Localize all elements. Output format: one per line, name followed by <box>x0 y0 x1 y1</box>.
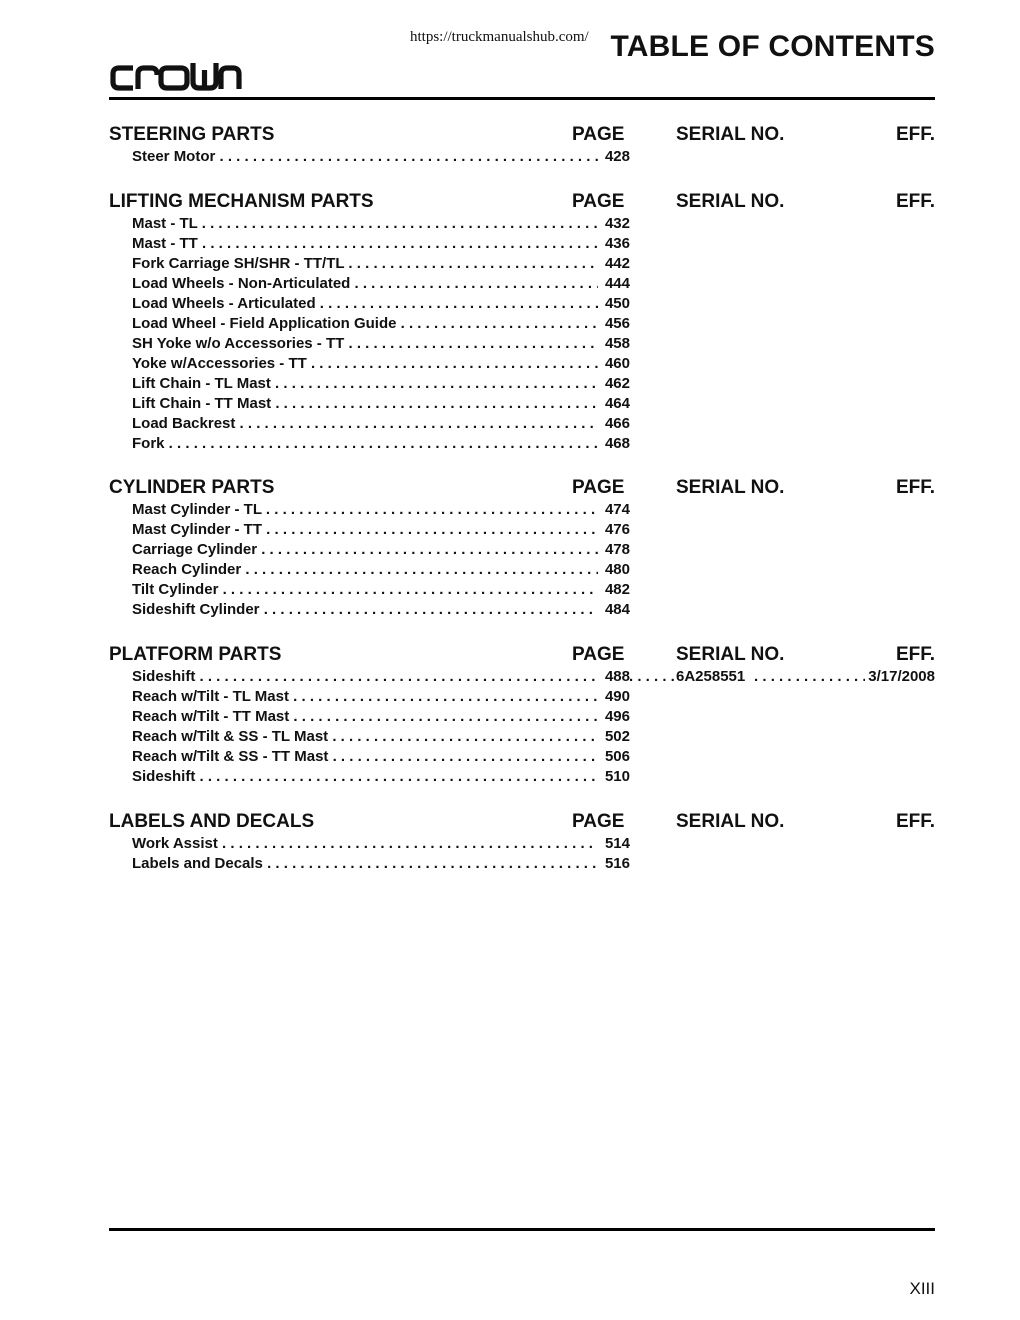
section-title: LIFTING MECHANISM PARTS <box>109 191 374 212</box>
entry-page: 450 <box>598 295 630 312</box>
section-steering-parts <box>109 124 935 168</box>
crown-logo <box>109 60 243 92</box>
entry-label: Load Wheels - Non-Articulated . . . <box>132 275 629 292</box>
section-platform-parts <box>109 644 935 788</box>
entry-label: Yoke w/Accessories - TT . . . <box>132 355 629 372</box>
entry-page: 436 <box>598 235 630 252</box>
section-header <box>109 644 935 668</box>
serial-column-label: SERIAL NO. <box>676 191 785 212</box>
section-cylinder-parts <box>109 477 935 621</box>
entry-serial: 6A258551 <box>676 668 749 685</box>
serial-column-label: SERIAL NO. <box>676 124 785 145</box>
toc-entry[interactable] <box>109 708 935 728</box>
entry-page: 484 <box>598 601 630 618</box>
entry-page: 490 <box>598 688 630 705</box>
entry-label: Steer Motor . . . <box>132 148 629 165</box>
entry-page: 444 <box>598 275 630 292</box>
entry-label: Reach w/Tilt & SS - TT Mast . . . <box>132 748 629 765</box>
entry-page: 428 <box>598 148 630 165</box>
toc-entry[interactable] <box>109 668 935 688</box>
toc-entry[interactable] <box>109 215 935 235</box>
toc-entry[interactable] <box>109 255 935 275</box>
toc-entry[interactable] <box>109 395 935 415</box>
entry-label: Sideshift . . . <box>132 768 629 785</box>
toc-entry[interactable] <box>109 521 935 541</box>
page-column-label: PAGE <box>572 644 625 665</box>
page-column-label: PAGE <box>572 811 625 832</box>
section-lifting-mechanism-parts <box>109 191 935 455</box>
page-column-label: PAGE <box>572 124 625 145</box>
section-header <box>109 124 935 148</box>
toc-entry[interactable] <box>109 601 935 621</box>
entry-label: Lift Chain - TT Mast . . . <box>132 395 629 412</box>
entry-page: 466 <box>598 415 630 432</box>
entry-page: 458 <box>598 335 630 352</box>
entry-page: 478 <box>598 541 630 558</box>
page-column-label: PAGE <box>572 477 625 498</box>
entry-label: Load Wheel - Field Application Guide . . . <box>132 315 629 332</box>
entry-eff-date: 3/17/2008 <box>865 668 935 685</box>
footer-rule <box>109 1228 935 1231</box>
entry-page: 514 <box>598 835 630 852</box>
entry-label: Load Wheels - Articulated . . . <box>132 295 629 312</box>
section-title: CYLINDER PARTS <box>109 477 275 498</box>
toc-entry[interactable] <box>109 335 935 355</box>
entry-page: 506 <box>598 748 630 765</box>
toc-entry[interactable] <box>109 835 935 855</box>
toc-entry[interactable] <box>109 581 935 601</box>
eff-column-label: EFF. <box>895 811 935 832</box>
toc-entry[interactable] <box>109 295 935 315</box>
entry-serial-eff <box>629 668 935 688</box>
entry-label: Work Assist . . . <box>132 835 629 852</box>
toc-entry[interactable] <box>109 688 935 708</box>
entry-label: Reach w/Tilt - TL Mast . . . <box>132 688 629 705</box>
toc-entry[interactable] <box>109 375 935 395</box>
entry-label: Mast - TT . . . <box>132 235 629 252</box>
section-header <box>109 477 935 501</box>
section-header <box>109 811 935 835</box>
entry-page: 488 <box>598 668 630 685</box>
toc-entry[interactable] <box>109 748 935 768</box>
toc-entry[interactable] <box>109 728 935 748</box>
toc-entry[interactable] <box>109 148 935 168</box>
entry-label: Mast - TL . . . <box>132 215 629 232</box>
section-labels-and-decals <box>109 811 935 875</box>
section-title: LABELS AND DECALS <box>109 811 315 832</box>
entry-label: Fork Carriage SH/SHR - TT/TL . . . <box>132 255 629 272</box>
entry-page: 510 <box>598 768 630 785</box>
entry-label: Tilt Cylinder . . . <box>132 581 629 598</box>
entry-page: 474 <box>598 501 630 518</box>
entry-page: 468 <box>598 435 630 452</box>
toc-entry[interactable] <box>109 501 935 521</box>
toc-entry[interactable] <box>109 435 935 455</box>
entry-label: Sideshift Cylinder . . . <box>132 601 629 618</box>
toc-entry[interactable] <box>109 235 935 255</box>
toc-entry[interactable] <box>109 415 935 435</box>
toc-entry[interactable] <box>109 315 935 335</box>
entry-label: Sideshift . . . <box>132 668 629 685</box>
entry-page: 460 <box>598 355 630 372</box>
section-title: PLATFORM PARTS <box>109 644 282 665</box>
header-rule <box>109 97 935 100</box>
serial-column-label: SERIAL NO. <box>676 811 785 832</box>
toc-entry[interactable] <box>109 855 935 875</box>
entry-label: Mast Cylinder - TL . . . <box>132 501 629 518</box>
entry-label: Labels and Decals . . . <box>132 855 629 872</box>
entry-page: 456 <box>598 315 630 332</box>
toc-entry[interactable] <box>109 561 935 581</box>
page-column-label: PAGE <box>572 191 625 212</box>
toc-entry[interactable] <box>109 541 935 561</box>
serial-column-label: SERIAL NO. <box>676 644 785 665</box>
document-title: TABLE OF CONTENTS <box>610 30 935 63</box>
entry-label: Carriage Cylinder . . . <box>132 541 629 558</box>
entry-page: 502 <box>598 728 630 745</box>
entry-label: Fork . . . <box>132 435 629 452</box>
section-header <box>109 191 935 215</box>
entry-page: 496 <box>598 708 630 725</box>
eff-column-label: EFF. <box>895 477 935 498</box>
entry-page: 464 <box>598 395 630 412</box>
entry-label: SH Yoke w/o Accessories - TT . . . <box>132 335 629 352</box>
entry-page: 476 <box>598 521 630 538</box>
entry-label: Reach w/Tilt & SS - TL Mast . . . <box>132 728 629 745</box>
source-url: https://truckmanualshub.com/ <box>410 29 589 45</box>
page-number: XIII <box>909 1279 935 1298</box>
entry-label: Reach Cylinder . . . <box>132 561 629 578</box>
serial-column-label: SERIAL NO. <box>676 477 785 498</box>
entry-page: 516 <box>598 855 630 872</box>
section-title: STEERING PARTS <box>109 124 275 145</box>
entry-page: 442 <box>598 255 630 272</box>
entry-label: Lift Chain - TL Mast . . . <box>132 375 629 392</box>
eff-column-label: EFF. <box>895 191 935 212</box>
entry-label: Load Backrest . . . <box>132 415 629 432</box>
toc-entry[interactable] <box>109 768 935 788</box>
eff-column-label: EFF. <box>895 124 935 145</box>
entry-page: 480 <box>598 561 630 578</box>
entry-page: 482 <box>598 581 630 598</box>
eff-column-label: EFF. <box>895 644 935 665</box>
entry-page: 432 <box>598 215 630 232</box>
entry-page: 462 <box>598 375 630 392</box>
entry-label: Mast Cylinder - TT . . . <box>132 521 629 538</box>
toc-entry[interactable] <box>109 275 935 295</box>
toc-entry[interactable] <box>109 355 935 375</box>
entry-label: Reach w/Tilt - TT Mast . . . <box>132 708 629 725</box>
